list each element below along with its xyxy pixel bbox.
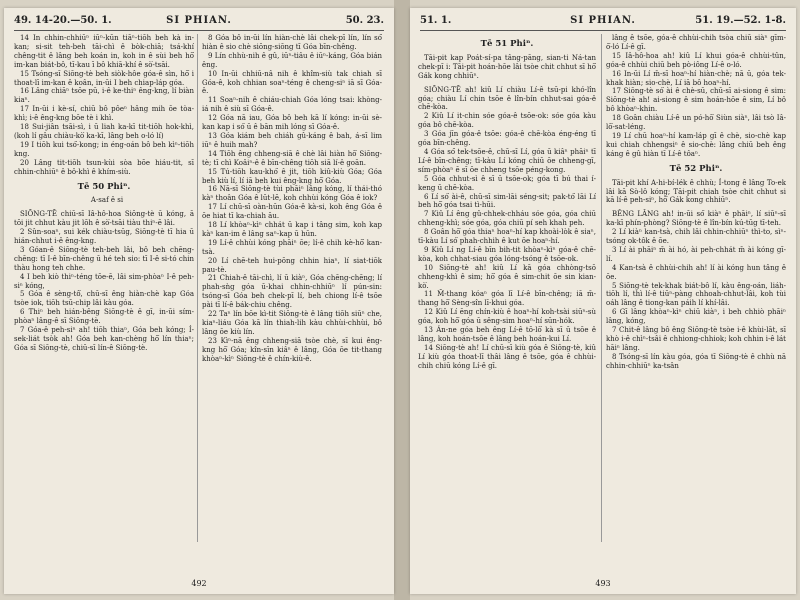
verse: 10 Siōng-tè ah! kiû Lí kā góa chhòng-tsō chheng-khì ê sim; hō͘ góa ê sim-chit ōe sin kian-kò͘.: [418, 263, 596, 290]
verse: 19 I tiōh kui tsó͘-kong; in éng-oán bô beh kìⁿ-tiōh kng.: [14, 140, 194, 158]
verse: 11 Soaⁿ-nih ê chiáu-chiah Góa lóng tsai: khòng-iá nih ê siù sī Góa-ê.: [202, 96, 382, 114]
verse: 16 Lâng chiāⁿ tsōe pū, i-ê ke-thiⁿ êng-kng, lí biàn kiaⁿ.: [14, 87, 194, 105]
chapter-summary: Tāi-pit khí A-hi-bí-lék ê chhù; Í-tong ê lâng To-ek lâi kā Sò-lô kóng; Tāi-pit chiah tsòe chit chhut si kā lí-ê peh-siⁿ, hō͘ Gák kong chhiūⁿ.: [606, 178, 786, 205]
verse: 20 Lâng tit-tiōh tsun-kùi sòa bōe hiáu-tit, sī chhin-chhiūⁿ ê bô-khì ê khím-siù.: [14, 158, 194, 176]
verse: 21 Chiah-ê tāi-chì, lí ū kiàⁿ, Góa chēng-chēng; lí phah-sǹg góa ū-khai chhin-chhiūⁿ lí pún-sin: tsóng-sī Góa beh chek-pī lí, beh chiong lí-ê tsōe pài tī lí-ê bák-chiu chêng.: [202, 274, 382, 310]
left-column-2: [202, 34, 382, 542]
column-divider: [601, 34, 602, 542]
right-page-number: 493: [595, 579, 611, 588]
verse: 3 Góa jīn góa-ê tsōe: góa-ê chē-kòa éng-éng tī góa bīn-chêng.: [418, 130, 596, 148]
verse: BÊNG LÂNG ah! in-ūi só͘ kiàⁿ ê phāiⁿ, lí siūⁿ-sī ka-kī phín-phòng? Siōng-tè ê lîn-bín kú-tūg tī-teh.: [606, 210, 786, 228]
verse: 23 Kìⁿ-nā êng chheng-siā tsòe chè, sī kui êng-kng hō͘ Góa; kîn-sīn kiâⁿ ê lâng, Góa ōe tit-thang khòaⁿ-kìⁿ Siōng-tè ê chín-kiù-ê.: [202, 336, 382, 363]
chapter-summary: Tāi-pit kap Poát-sí-pa tâng-pāng, sian-ti Ná-tan chek-pī i: Tāi-pit hoán-hōe lâi tsòe chit chhut sī hō͘ Gák kong chhiūⁿ.: [418, 53, 596, 80]
verse: 6 Thiⁿ beh hián-bêng Siōng-tè ê gī, in-ūi sím-phòaⁿ lâng-ê sī Siōng-tè.: [14, 308, 194, 326]
verse: 11 M̄-thang kóaⁿ góa lī Lí-ê bīn-chêng; iā m̄-thang hō͘ Sèng-sîn lī-khui góa.: [418, 290, 596, 308]
verse: 12 Kiû Lí ēng chín-kiù ê hoaⁿ-hí koh-tsài siūⁿ-sù góa, koh hō͘ góa ū sêng-sim hoaⁿ-hí sūn-hók.: [418, 308, 596, 326]
column-divider: [197, 34, 198, 542]
verse: 17 Lí chū-sī oàn-hūn Góa-ê kà-si, koh êng Góa ê ōe hiat tī ka-chiah āu.: [202, 203, 382, 221]
verse: 9 Lín chhù-nih ê gû, iūⁿ-tiâu ê iūⁿ-káng, Góa bián êng.: [202, 51, 382, 69]
verse: 20 Lí chē-teh hui-pōng chhin hiaⁿ, lí siat-tiōk pau-tè.: [202, 256, 382, 274]
verse: 4 I beh kiò thiⁿ-téng tōe-ē, lâi sim-phòaⁿ I-ê peh-siⁿ kóng,: [14, 272, 194, 290]
verse: SIŌNG-TĒ chiū-sī Iâ-hô-hoa Siōng-tè ū kóng, ā tōi jit chhut kàu jit lōh ê sò͘-tsāi tiàu thiⁿ-ē lâi.: [14, 210, 194, 228]
verse: 16 In-ūi Lí m̄-sī hoaⁿ-hí hiàn-chè; nā ū, góa tek-khak hiàn; sio-chè, Lí iā bô hoaⁿ-hí.: [606, 69, 786, 87]
right-page: [410, 8, 796, 594]
chapter-title: Tē 51 Phiⁿ.: [480, 39, 534, 49]
left-running-header: [14, 12, 384, 31]
verse: 6 Gī lâng khòaⁿ-kìⁿ chiū kiàⁿ, i beh chhiò phāiⁿ lâng, kóng,: [606, 308, 786, 326]
chapter-title: Tē 50 Phiⁿ.: [77, 181, 131, 192]
right-column-1: [418, 34, 596, 542]
left-header-ref-start: 49. 14-20.—50. 1.: [14, 15, 112, 26]
verse: 13 Án-ne góa beh êng Lí-ê tō-lō͘ kà sī ū tsōe ê lâng, koh hoán-tsōe ê lâng beh hoán-kui Lí.: [418, 326, 596, 343]
verse: 6 Lí só͘ ài-ê, chū-sī sim-lāi séng-sit; pak-tó͘ lāi Lí beh hō͘ góa tsai tì-hūi.: [418, 192, 596, 210]
verse: 3 Lí ài phāiⁿ m̄ ài hó, ài peh-chhát m̄ ài kóng gī-lí.: [606, 245, 786, 263]
verse: 9 Kiû Lí ng Lí-ê bīn bih-tit khòaⁿ-kìⁿ góa-ê chē-kòa, koh chhat-siau góa lóng-tsóng ê tsōe-ok.: [418, 245, 596, 263]
verse: 4 Góa só͘ tek-tsōe-ê, chū-sī Lí, góa ū kiâⁿ phāiⁿ tī Lí-ê bīn-chêng; tī-kàu Lí kóng chiū ōe chheng-gī, sím-phòaⁿ ē sī ōe chheng tsōe péng-kong.: [418, 147, 596, 174]
right-header-ref-end: 51. 19.—52. 1-8.: [695, 15, 786, 26]
verse: 14 In chhin-chhiūⁿ iūⁿ-kūn tiāⁿ-tiōh beh kà in-kan; si-sit teh-beh tāi-chì ê bòk-chiā; tsá-khí chêng-tit ê lâng beh koán in, koh in ê sùi beh hō͘ im-kan biát-bô, tī-kau ī bô khiā-khí ê sò͘-tsāi.: [14, 34, 194, 69]
verse: 7 Chit-ê lâng bô êng Siōng-tè tsòe i-ê khùi-lāt, sī khò i-ê chìⁿ-tsâi ê chhiong-chhiok; koh chhin i-ê lát hāiⁿ lâng.: [606, 326, 786, 352]
chapter-title: Tē 52 Phiⁿ.: [669, 163, 723, 174]
verse: 18 Lí khòaⁿ-kìⁿ chhát ū kap i tâng sim, koh kap kàⁿ kan-im ê lâng saⁿ-kap ū hūn.: [202, 221, 382, 238]
verse: 7 Kiû Lí êng gû-chhek-chháu sóe góa, góa chiū chheng-khì; sóe góa, góa chiū pí seh khah peh.: [418, 210, 596, 228]
verse: 3 Góan-ê Siōng-tè teh-beh lâi, bô beh chēng-chēng: tī I-ê bīn-chêng ū hé teh sio: tī I-ê si-tó chin thàu hong teh chhe.: [14, 245, 194, 272]
right-running-header: [420, 12, 786, 31]
verse: 10 In-ūi chhiū-nâ nih ê khîm-siù tak chiah sī Góa-ê, koh chhian soaⁿ-téng ê cheng-siⁿ iā sī Góa-ê.: [202, 69, 382, 96]
verse: 2 Kiû Lí it-chin sóe góa-ê tsōe-ok: sóe góa kàu góa bô chē-kòa.: [418, 112, 596, 130]
verse: 15 Tú-tiōh kau-khó͘ ê jit, tiōh kiû-kiù Góa; Góa beh kiù lí, lí iā beh kui êng-kng hō͘ Góa.: [202, 167, 382, 185]
verse: 22 Taⁿ lín bōe kì-tit Siōng-tè ê lâng tiōh siūⁿ che, kiaⁿ-liáu Góa kā lín thiah-lih kàu chhùi-chhùi, bô lâng ōe kiù lín.: [202, 310, 382, 336]
verse: 19 Lí chū hoaⁿ-hí kam-láp gī ê chè, sio-chè kap kui chiah chhengsiⁿ ê sio-chè: lâng chiū beh êng káng ê gû hiàn tī Lí-ê tôaⁿ.: [606, 131, 786, 158]
left-header-ref-end: 50. 23.: [345, 15, 384, 26]
left-page-number: 492: [191, 579, 207, 588]
verse: SIŌNG-TĒ ah! kiû Lí chiàu Lí-ê tsū-pi khó-lîn góa; chiàu Lí chin tsōe ê lîn-bín chhut-sai góa-ê chē-kòa.: [418, 85, 596, 112]
right-column-2: [606, 34, 786, 542]
verse: 18 Sui-jiân tsāi-sì, i ū liah ka-kī tit-tiōh hok-khì, (koh lí gâu chiàu-kò͘ ka-kī, lâng beh o-ló lí): [14, 123, 194, 140]
verse: 4 Kan-tsà ê chhùi-chih ah! lí ài kóng hun tâng ê ōe.: [606, 263, 786, 281]
verse: 7 Góa-ê peh-siⁿ ah! tiōh thiaⁿ, Góa beh kóng; Í-sek-liát tsòk ah! Góa beh kan-chèng hō͘ lín thiaⁿ; Góa sī Siōng-tè, chiū-sī lín-ê Siōng-tè.: [14, 326, 194, 352]
verse: 12 Góa nā iau, Góa bô beh kā lí kóng: in-ūi sè-kan kap i só͘ ū ê bān mih lóng sī Góa-ê.: [202, 114, 382, 132]
verse: 18 Goân chiàu Lí-ê un pó-hō͘ Siùn siàⁿ, lâi tsò Iâ-lō͘-sat-léng.: [606, 114, 786, 132]
verse: 17 In-ūi i kè-sí, chiū bô pôeⁿ hâng mih ōe tòa-khì; i-ê êng-kng bōe tè i khì.: [14, 105, 194, 123]
left-page: [4, 8, 394, 594]
verse: 13 Góa kiám beh chiáh gû-káng ê bah, á-sī lim iūⁿ ê huih mah?: [202, 131, 382, 149]
right-header-title: SI PHIAN.: [570, 15, 636, 26]
right-header-ref-start: 51. 1.: [420, 15, 452, 26]
verse: 8 Goân hō͘ góa thiaⁿ hoaⁿ-hí kap khoài-lòk ê siaⁿ, tī-kàu Lí só͘ phah-chhih ê kut ōe hoaⁿ-hí.: [418, 228, 596, 246]
chapter-summary: A-saf ê si: [90, 196, 124, 205]
verse: 5 Siōng-tè tek-khak biát-bô lí, kàu êng-oán, liáh-tiōh lí, thì lí-ê tiūⁿ-pàng chhoah-chhut-lâi, koh tùi oáh lâng ê tiong-kan páih lí khí-lâi.: [606, 281, 786, 308]
verse: lâng ê tsōe, góa-ê chhùi-chih tsòa chiū siàⁿ gīm-ō͘-ló Lí-ê gī.: [606, 34, 786, 51]
verse: 19 Lí-ê chhùi kóng phāiⁿ ōe; lí-ê chih kè-hō͘ kan-tsà.: [202, 238, 382, 256]
verse: 14 Siōng-tè ah! Lí chū-sī kiù góa ê Siōng-tè, kiû Lí kiù góa thoat-lī thâi lâng ê tsōe, góa ê chhùi-chih chiū kóng Lí-ê gī.: [418, 343, 596, 370]
verse: 5 Góa ê sèng-tô͘, chū-sī êng hiàn-chè kap Góa tsòe iok, tiōh tsū-chip lâi kàu góa.: [14, 290, 194, 308]
left-column-1: [14, 34, 194, 542]
verse: 16 Nā-sī Siōng-tè tùi phāiⁿ lâng kóng, lí thái-thó kàⁿ thoân Góa ê lūt-lē, koh chhùi kóng Góa ê iok?: [202, 185, 382, 203]
left-header-title: SI PHIAN.: [166, 15, 232, 26]
verse: 8 Góa bô in-ūi lín hiàn-chè lâi chek-pī lín, lín só͘ hiàn ê sio chè siōng-siōng tī Góa bīn-chêng.: [202, 34, 382, 51]
book-gutter: [394, 0, 410, 600]
verse: 15 Tsóng-sī Siōng-tè beh siòk-hôe góa-ê sìn, hō͘ i thoat-lī im-kan ê koân, in-ūi I beh chiap-láp góa.: [14, 69, 194, 87]
verse: 17 Siōng-tè só͘ ài ê chè-sū, chū-sī ai-siong ê sim: Siōng-tè ah! ai-siong ê sim hoán-hōe ê sim, Lí bô bô khòaⁿ-khin.: [606, 87, 786, 114]
verse: 15 Iâ-hô-hoa ah! kiû Lí khui góa-ê chhùi-tûn, góa-ê chhùi chiū beh pò-iông Lí-ê o-ló.: [606, 51, 786, 69]
verse: 8 Tsóng-sī lín kàu góa, góa tī Siōng-tè ê chhù nā chhin-chhiūⁿ ka-tsân: [606, 352, 786, 370]
verse: 2 Lí kiàⁿ kan-tsà, chih lâi chhin-chhiūⁿ thì-to, sìⁿ-tsóng ok-tôk ê ōe.: [606, 228, 786, 246]
verse: 5 Góa chhut-sì ê sī ū tsōe-ok; góa tī bú thai í-keng ū chē-kòa.: [418, 174, 596, 192]
verse: 14 Tiōh êng chheng-siā ê chè lâi hiàn hō͘ Siōng-tè; tī chì Koâiⁿ-ê ê bīn-chêng tiōh siā lí-ê goān.: [202, 149, 382, 167]
verse: 2 Sûn-soaⁿ, sui kék chiàu-tsūg, Siōng-tè tī hia ū hián-chhut i-ê êng-kng.: [14, 228, 194, 246]
